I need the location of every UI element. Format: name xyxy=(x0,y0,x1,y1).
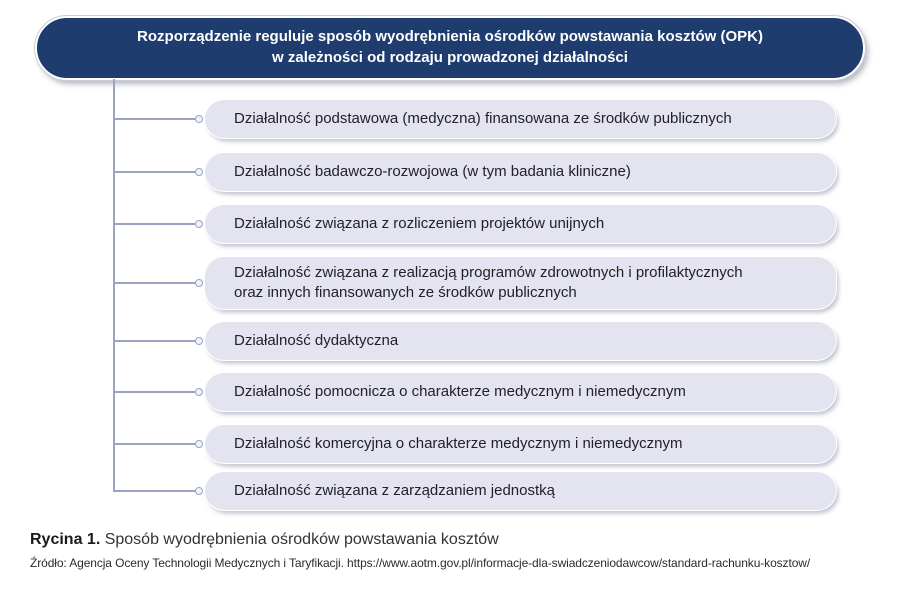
connector-line xyxy=(113,340,197,342)
flow-row xyxy=(205,472,836,510)
connector-dot xyxy=(195,115,203,123)
flow-box-label: Działalność dydaktyczna xyxy=(234,331,399,349)
connector-line xyxy=(113,223,197,225)
connector-line xyxy=(113,443,197,445)
flow-row xyxy=(205,373,836,411)
figure-source: Źródło: Agencja Oceny Technologii Medycznych i Taryfikacji. https://www.aotm.gov.pl/informacje-dla-swiadczeniodawcow/standard-rachunku-kosztow/ xyxy=(30,556,811,570)
connector-dot xyxy=(195,279,203,287)
flow-row xyxy=(205,153,836,191)
connector-line xyxy=(113,391,197,393)
flow-box-label: Działalność związana z zarządzaniem jednostką xyxy=(234,481,555,499)
connector-line xyxy=(113,282,197,284)
trunk-line xyxy=(113,79,115,491)
flow-box-activity-research xyxy=(205,153,836,191)
flow-row xyxy=(205,100,836,138)
connector-line xyxy=(113,118,197,120)
figure-caption-label: Rycina 1. xyxy=(30,531,101,548)
flow-box-label: Działalność związana z rozliczeniem projektów unijnych xyxy=(234,214,605,232)
flow-row xyxy=(205,257,836,309)
connector-dot xyxy=(195,337,203,345)
flow-box-label: Działalność związana z realizacją programów zdrowotnych i profilaktycznych xyxy=(234,263,743,281)
flow-box-label: Działalność badawczo-rozwojowa (w tym badania kliniczne) xyxy=(234,162,631,180)
figure-caption xyxy=(30,531,499,549)
flow-row xyxy=(205,205,836,243)
connector-line xyxy=(113,171,197,173)
flow-box-label: Działalność podstawowa (medyczna) finansowana ze środków publicznych xyxy=(234,109,732,127)
connector-dot xyxy=(195,487,203,495)
connector-dot xyxy=(195,220,203,228)
flow-box-activity-commercial xyxy=(205,425,836,463)
flow-box-activity-primary xyxy=(205,100,836,138)
connector-dot xyxy=(195,440,203,448)
connector-dot xyxy=(195,168,203,176)
connector-line xyxy=(113,490,197,492)
flow-box-activity-auxiliary xyxy=(205,373,836,411)
flow-rows xyxy=(205,100,836,510)
flow-box-activity-eu-projects xyxy=(205,205,836,243)
connector-dot xyxy=(195,388,203,396)
flow-box-activity-health-programs xyxy=(205,257,836,309)
flow-box-label: Działalność pomocnicza o charakterze medycznym i niemedycznym xyxy=(234,382,686,400)
flow-box-label: Działalność komercyjna o charakterze medycznym i niemedycznym xyxy=(234,434,683,452)
diagram-header xyxy=(35,16,865,80)
flow-box-activity-management xyxy=(205,472,836,510)
header-line-2: w zależności od rodzaju prowadzonej działalności xyxy=(272,49,628,66)
flow-row xyxy=(205,322,836,360)
flow-row xyxy=(205,425,836,463)
flow-box-label: oraz innych finansowanych ze środków publicznych xyxy=(234,284,577,301)
header-line-1: Rozporządzenie reguluje sposób wyodrębnienia ośrodków powstawania kosztów (OPK) xyxy=(137,28,763,46)
figure-caption-text: Sposób wyodrębnienia ośrodków powstawania kosztów xyxy=(100,531,499,548)
flow-box-activity-didactic xyxy=(205,322,836,360)
